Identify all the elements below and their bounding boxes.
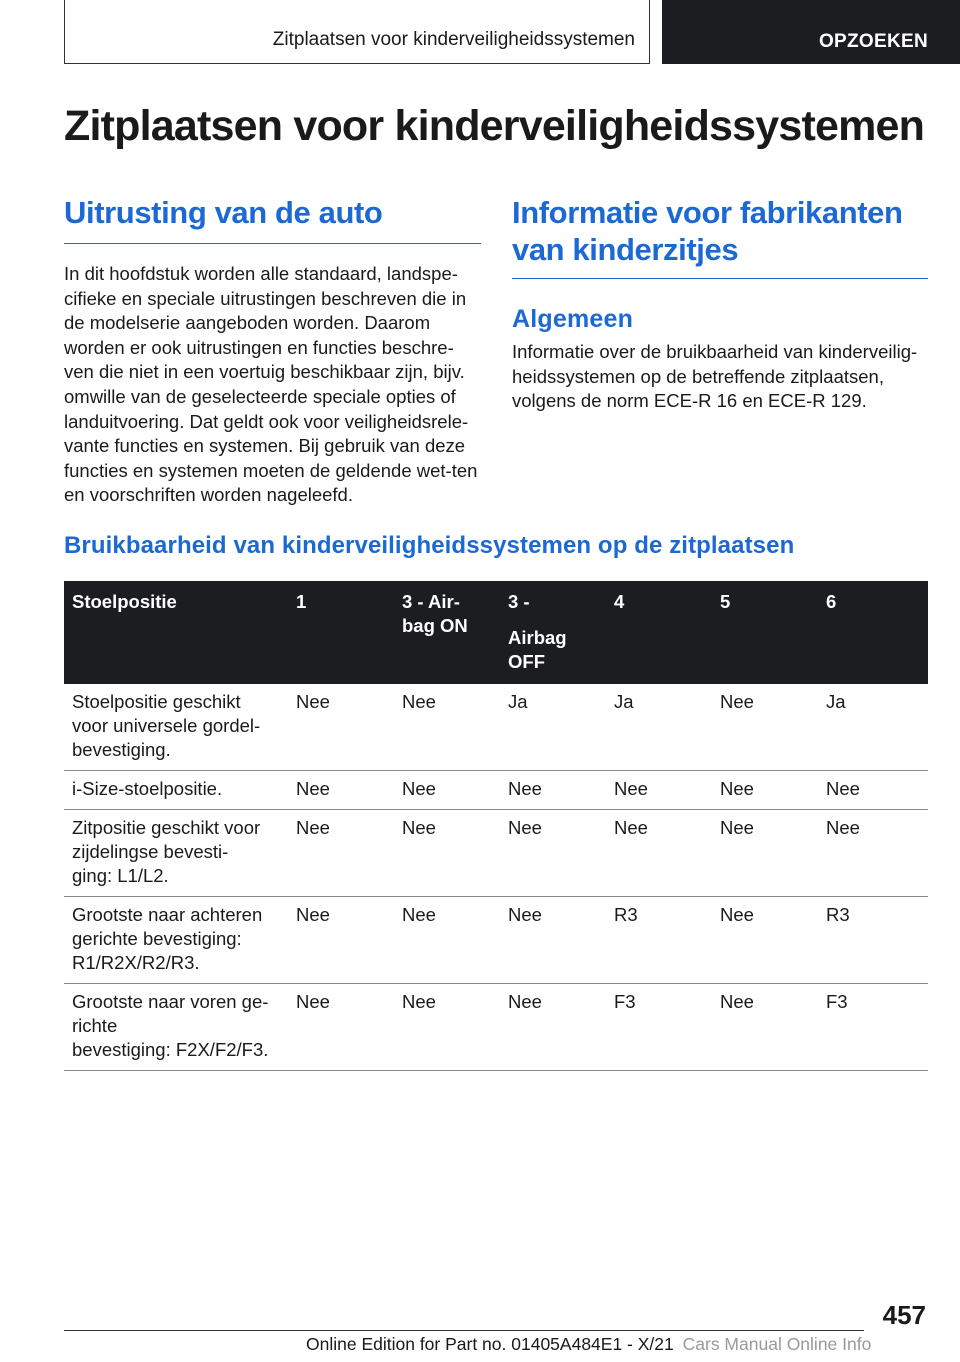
right-column	[512, 194, 928, 414]
header-seat-1: 1	[288, 581, 394, 684]
search-button-label: OPZOEKEN	[818, 31, 928, 52]
table-row	[64, 771, 928, 810]
table-cell: F3	[818, 984, 928, 1071]
seat-usability-table	[64, 581, 928, 1071]
usability-table-heading: Bruikbaarheid van kinderveiligheidssystemen op de zitplaatsen	[64, 532, 795, 559]
table-cell: Nee	[288, 684, 394, 771]
header-seat-4: 4	[606, 581, 712, 684]
row-label: Grootste naar achteren gerichte bevestiging: R1/R2X/R2/R3.	[64, 897, 288, 984]
table-cell: Nee	[394, 810, 500, 897]
table-cell: Nee	[394, 684, 500, 771]
header-seat-6: 6	[818, 581, 928, 684]
equipment-body: In dit hoofdstuk worden alle standaard, landspe-cifieke en speciale uitrustingen beschreven die in de modelserie aangeboden worden. Daarom worden er ook uitrustingen en functies beschre-ven die niet in een voertuig beschikbaar zijn, bijv. omwille van de geselecteerde speciale opties of landuitvoering. Dat geldt ook voor veiligheidsrele-vante functies en systemen. Bij gebruik van deze functies en systemen moeten de geldende wet-ten en voorschriften worden nageleefd.	[64, 263, 478, 506]
table-cell: Nee	[500, 810, 606, 897]
general-body: Informatie over de bruikbaarheid van kinderveilig-heidssystemen op de betreffende zitplaatsen, volgens de norm ECE-R 16 en ECE-R 129.	[512, 341, 918, 412]
table-cell: Nee	[394, 897, 500, 984]
heading-rule	[512, 278, 928, 279]
table-cell: Nee	[712, 984, 818, 1071]
search-button[interactable]	[662, 0, 960, 64]
table-cell: Nee	[500, 897, 606, 984]
table-row	[64, 984, 928, 1071]
table-cell: Nee	[288, 984, 394, 1071]
table-cell: R3	[606, 897, 712, 984]
footer-rule	[64, 1330, 864, 1331]
table-cell: Nee	[818, 810, 928, 897]
table-cell: Nee	[606, 771, 712, 810]
table-cell: Ja	[818, 684, 928, 771]
row-label: i-Size-stoelpositie.	[64, 771, 288, 810]
header-section-tab[interactable]	[64, 0, 650, 64]
header-seat-3-airbag-off: 3 - Airbag OFF	[500, 581, 606, 684]
table-cell: Nee	[500, 771, 606, 810]
table-row	[64, 684, 928, 771]
edition-text: Online Edition for Part no. 01405A484E1 - X/21	[306, 1334, 674, 1354]
table-cell: Nee	[712, 810, 818, 897]
manufacturer-heading: Informatie voor fabrikanten van kinderzitjes	[512, 195, 903, 267]
heading-rule	[64, 243, 481, 244]
table-cell: Nee	[606, 810, 712, 897]
row-label: Grootste naar voren ge- richte bevestiging: F2X/F2/F3.	[64, 984, 288, 1071]
header-seat-3-airbag-on: 3 - Air- bag ON	[394, 581, 500, 684]
table-cell: Ja	[606, 684, 712, 771]
table-cell: Nee	[288, 771, 394, 810]
table-cell: Nee	[712, 897, 818, 984]
equipment-heading: Uitrusting van de auto	[64, 195, 383, 230]
table-cell: Ja	[500, 684, 606, 771]
page-number: 457	[882, 1300, 926, 1330]
left-column	[64, 194, 481, 508]
header-section-label: Zitplaatsen voor kinderveiligheidssystemen	[272, 29, 635, 50]
table-row	[64, 897, 928, 984]
table-cell: Nee	[818, 771, 928, 810]
table-cell: Nee	[712, 684, 818, 771]
table-cell: Nee	[712, 771, 818, 810]
row-label: Stoelpositie geschikt voor universele gordel- bevestiging.	[64, 684, 288, 771]
header-seat-5: 5	[712, 581, 818, 684]
table-cell: F3	[606, 984, 712, 1071]
table-cell: Nee	[394, 771, 500, 810]
general-subheading: Algemeen	[512, 305, 634, 333]
table-cell: Nee	[394, 984, 500, 1071]
table-cell: Nee	[288, 810, 394, 897]
page-title: Zitplaatsen voor kinderveiligheidssystemen	[64, 102, 925, 150]
table-cell: Nee	[288, 897, 394, 984]
header-seat-position: Stoelpositie	[64, 581, 288, 684]
row-label: Zitpositie geschikt voor zijdelingse bevesti- ging: L1/L2.	[64, 810, 288, 897]
table-cell: R3	[818, 897, 928, 984]
table-row	[64, 810, 928, 897]
watermark: Cars Manual Online Info	[682, 1334, 872, 1354]
table-header-row	[64, 581, 928, 684]
footer-edition	[306, 1334, 871, 1355]
table-cell: Nee	[500, 984, 606, 1071]
